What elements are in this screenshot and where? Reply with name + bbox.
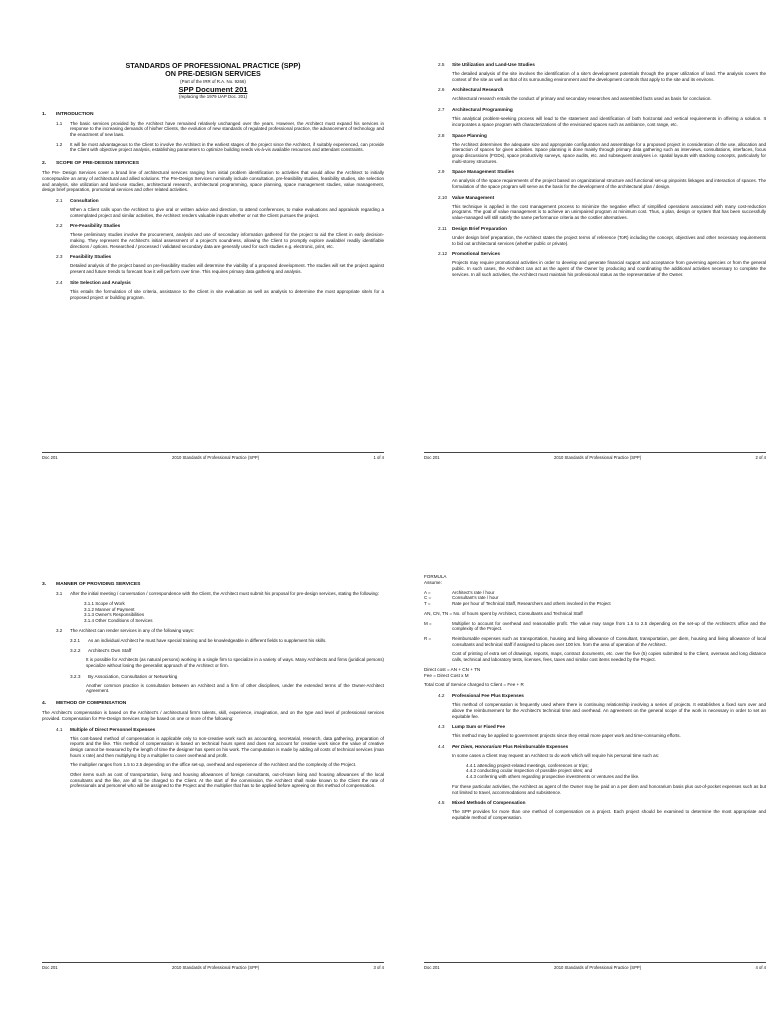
footer-doc: Doc 201	[424, 965, 440, 970]
definition-row: T = Rate per hour of Technical Staff, Researchers and others involved in the Project	[424, 601, 611, 606]
definition-row: A = Architect's rate / hour	[424, 589, 495, 595]
document-page-2	[424, 62, 766, 460]
paragraph: These preliminary studies involve the procurement, analysis and use of secondary information gathered for the project to aid the Client in early decision-making. They represent the Architect's initial assessment of a project's soundness, allowing the Client to promptly explore available/ readily identifiable directions / options. Researched / processed / validated secondary data are generally used for such studies e.g. electronic, print, etc.	[70, 232, 384, 249]
list-item: 4.4.1 attending project-related meetings, conferences or trips;	[466, 762, 589, 768]
subsection-heading: 4.2 Professional Fee Plus Expenses	[438, 693, 524, 699]
paragraph: Under design brief preparation, the Architect states the project terms of reference (ToR) including the concept, objectives and other necessary requirements to bid out architectural services (whether public or private).	[452, 234, 766, 246]
formula-line: Fee = Direct Cost x M	[424, 672, 469, 678]
paragraph: The Architect's compensation is based on the Architect's / architectural firm's talents, skill, experience, imagination, and on the type and level of professional services provided. Compensation for Pre-Design Services may be based on one or more of the following:	[42, 710, 384, 721]
paragraph: 3.2 The Architect can render services in any of the following ways:	[56, 627, 195, 633]
assume-label: Assume:	[424, 579, 442, 585]
formula-line: Total Cost of Service charged to Client = Fee + R	[424, 682, 524, 688]
subsection-heading: 2.10 Value Management	[438, 194, 495, 200]
paragraph: This entails the formulation of site criteria, assistance to the Client in site evaluation as well as analysis to determine the most appropriate site/s for a proposed project or building program.	[70, 288, 384, 300]
paragraph: The Pre- Design Services cover a broad line of architectural services ranging from initial problem identification to activities that would allow the Architect to initially conceptualize an array of architectural and allied solutions. The Pre-Design Services nominally include consultation, pre-feasibility studies, feasibility studies, site selection and analysis, site utilization and land-use studies, architectural research, architectural programming, space planning, space management studies, value management, design brief preparation, promotional services and other related activities.	[42, 170, 384, 193]
paragraph: This technique is applied in the cost management process to minimize the negative effect of simplified operations associated with many cost-reduction programs. The goal of value management is to achieve an unimpaired program at minimum cost. Thus, a plan, design or system that has been successfully value-managed will still satisfy the same performance criteria as the costlier alternatives.	[452, 203, 766, 221]
subsection-heading: 2.12 Promotional Services	[438, 251, 500, 257]
paragraph: When a Client calls upon the Architect to give oral or written advice and direction, to attend conferences, to make evaluations and appraisals regarding a contemplated project and similar activities, the Architect renders valuable inputs whether or not the Client pursues the project.	[70, 206, 384, 218]
paragraph: This cost-based method of compensation is applicable only to non-creative work such as accounting, secretarial, research, data gathering, preparation of reports and the like. This method of compensation is based on technical hours spent and does not account for creative work since the value of creative design cannot be measured by the length of time the designer has spent on his work. The computation is made by adding all costs of technical services (man hours x rate) and then multiplying it by a multiplier to cover overhead and profit.	[70, 735, 384, 758]
paragraph: The multiplier ranges from 1.5 to 2.5 depending on the office set-up, overhead and experience of the Architect and the complexity of the Project.	[70, 762, 357, 768]
subsection-heading: 4.5 Mixed Methods of Compensation	[438, 800, 526, 806]
document-page-1	[42, 62, 384, 460]
definition-row: R = Reimbursable expenses such as transportation, housing and living allowance of Consultant, transportation, per diem, housing and living allowance of local consultants and technical staff if assigned to places over 100 km. from the area of operation of the Architect.	[424, 635, 766, 647]
page-footer	[42, 962, 384, 970]
paragraph: 1.1 The basic services provided by the Architect have remained relatively unchanged over the years. However, the Architect must expand his services in response to the increasing demands of his/her Clients, the evolution of new standards of regulated professional practice, the advancement of technology and the enactment of new laws.	[56, 120, 384, 138]
subsection-heading: 2.6 Architectural Research	[438, 87, 504, 93]
subsection-heading: 2.7 Architectural Programming	[438, 107, 513, 113]
paragraph: Projects may require promotional activities in order to develop and generate financial support and acceptance from governing agencies or from the general public. In such cases, the Architect can act as the agent of the Owner by producing and coordinating the additional activities necessary to complete the services. In all such activities, the Architect must maintain his professional status as the representative of the Owner.	[452, 260, 766, 277]
footer-doc: Doc 201	[42, 965, 58, 970]
paragraph: Another common practice is consultation between an Architect and a firm of other disciplines, under the extended terms of the Owner-Architect Agreement.	[86, 682, 384, 694]
section-heading: 4. METHOD OF COMPENSATION	[42, 701, 127, 707]
subsection-heading: 3.2.3 By Association, Consultation or Networking	[70, 673, 178, 679]
paragraph: This method of compensation is frequently used where there is continuing relationship involving a series of projects. It establishes a fixed sum over and above the reimbursement for the Architect's technical time and overhead. An agreement on the general scope of the work is necessary in order to set an equitable fee.	[452, 702, 766, 719]
subsection-heading: 4.3 Lump Sum or Fixed Fee	[438, 724, 506, 730]
subsection-heading: 2.5 Site Utilization and Land-Use Studies	[438, 62, 535, 67]
doc-subtitle-1: (Part of the IRR of R.A. No. 9266)	[180, 78, 246, 84]
list-item: 3.1.2 Manner of Payment	[84, 606, 135, 612]
page-footer	[424, 962, 766, 970]
subsection-heading: 3.2.2 Architect's Own Staff	[70, 648, 132, 654]
footer-doc: Doc 201	[42, 455, 58, 460]
footer-title: 2010 Standards of Professional Practice (SPP)	[172, 455, 260, 460]
paragraph: The SPP provides for more than one method of compensation on a project. Each project should be examined to determine the most appropriate and equitable method of compensation.	[452, 809, 766, 821]
subsection-heading: 2.9 Space Management Studies	[438, 169, 514, 175]
doc-title-line1: STANDARDS OF PROFESSIONAL PRACTICE (SPP)	[125, 61, 301, 70]
formula-heading: FORMULA	[424, 574, 447, 579]
paragraph: The detailed analysis of the site involves the identification of a site's development potentials through the proper utilization of land. The analysis covers the context of the site as well as that of its surrounding environment and the development controls that apply to the site and its environs.	[452, 71, 766, 82]
page-footer	[42, 452, 384, 460]
paragraph: Detailed analysis of the project based on pre-feasibility studies will determine the viability of a proposed development. The studies will set the project against present and future trends to forecast how it will perform over time. This requires primary data gathering and analysis.	[70, 263, 384, 275]
subsection-heading: 2.1 Consultation	[56, 197, 99, 203]
paragraph: 1.2 It will be most advantageous to the Client to involve the Architect in the earliest stages of the project since the Architect, if suitably experienced, can provide the Client with objective project analysis, establishing parameters to optimize building needs vis-à-vis available resources and attendant constraints.	[56, 141, 384, 153]
list-item: 3.1.1 Scope of Work	[84, 600, 125, 606]
paragraph: In some cases a Client may request an Architect to do work which will require his personal time such as:	[452, 752, 660, 758]
paragraph: This method may be applied to government projects since they entail more paper work and time-consuming efforts.	[452, 733, 681, 739]
subsection-heading: 2.3 Feasibility Studies	[56, 254, 112, 260]
footer-page-number: 4 of 4	[755, 965, 766, 970]
subsection-heading: 2.2 Pre-Feasibility Studies	[56, 223, 121, 229]
definition-row: M = Multiplier to account for overhead and reasonable profit. The value may range from 1.5 to 2.5 depending on the set-up of the Architect's office and the complexity of the Project.	[424, 620, 766, 632]
section-heading: 1. INTRODUCTION	[42, 111, 94, 117]
footer-page-number: 2 of 4	[755, 455, 766, 460]
footer-page-number: 1 of 4	[373, 455, 384, 460]
paragraph: For these particular activities, the Architect as agent of the Owner may be paid on a per diem and honorarium basis plus out-of-pocket expenses such as but not limited to travel, accommodations and subsistence.	[452, 784, 766, 795]
footer-doc: Doc 201	[424, 455, 440, 460]
paragraph: This analytical problem-seeking process will lead to the statement and identification of both horizontal and vertical requirements in offering a solution. It incorporates a space program with characterizations of the envisioned spaces such as ambiance, cost range, etc.	[452, 116, 766, 127]
list-item: 4.4.3 conferring with others regarding prospective investments or ventures and the like.	[466, 774, 640, 780]
paragraph: Other items such as cost of transportation, living and housing allowances of foreign consultants, out-of-town living and housing allowances of the local consultants and the like, are all to be charged to the Client. At the start of the commission, the Architect shall make known to the Client the rate of professionals and personnel who will be assigned to the Project and the multiplier that has to be applied before agreeing on this method of compensation.	[70, 772, 384, 789]
subsection-heading: 2.8 Space Planning	[438, 132, 487, 138]
doc-subtitle-2: (replacing the 1979 UAP Doc. 201)	[178, 94, 247, 100]
footer-title: 2010 Standards of Professional Practice (SPP)	[172, 965, 260, 970]
paragraph: 3.2.1 As an individual Architect he must have special training and be knowledgeable in different fields to supplement his skills.	[70, 637, 327, 643]
definition-row: Cost of printing of extra set of drawings, reports, maps, contract documents, etc. over the five (5) copies submitted to the Client, overseas and long distance calls, technical and laboratory tests, licenses, fees, taxes and similar cost items needed by the Project.	[452, 651, 766, 663]
paragraph: It is possible for Architects (as natural persons) working in a single firm to specialize in a variety of ways. Many Architects and firms (juridical persons) specialize without losing the generalist approach of the Architect or firm.	[86, 657, 384, 668]
footer-title: 2010 Standards of Professional Practice (SPP)	[554, 455, 642, 460]
doc-title-line2: ON PRE-DESIGN SERVICES	[165, 69, 261, 79]
paragraph: 3.1 After the initial meeting / conversation / correspondence with the Client, the Architect must submit his proposal for pre-design services, stating the following:	[56, 591, 379, 596]
list	[42, 601, 384, 624]
list-item: 3.1.3 Owner's Responsibilities	[84, 612, 145, 618]
subsection-heading: 4.1 Multiple of Direct Personnel Expenses	[56, 726, 156, 732]
list-item: 4.4.2 conducting ocular inspection of possible project sites; and	[466, 768, 593, 774]
footer-title: 2010 Standards of Professional Practice (SPP)	[554, 965, 642, 970]
subsection-heading: 2.4 Site Selection and Analysis	[56, 279, 131, 285]
paragraph: Architectural research entails the conduct of primary and secondary researches and assembled facts used as basis for conclusion.	[452, 96, 712, 102]
definition-row: C = Consultant's rate / hour	[424, 595, 499, 601]
paragraph: The Architect determines the adequate size and appropriate configuration and assemblage for a proposed project in consideration of the use, allocation and interaction of spaces for given activities. Space planning is done mainly through primary data gathering such as interviews, consultations, interfaces, focus group discussions (FGDs), space productivity surveys, space audits, etc. and subsequent analyses i.e. spatial layouts with stacking concepts, particularly for multi-storey structures.	[452, 141, 766, 164]
subsection-heading: 2.11 Design Brief Preparation	[438, 225, 507, 231]
section-heading: 2. SCOPE OF PRE-DESIGN SERVICES	[42, 161, 140, 167]
doc-number: SPP Document 201	[178, 85, 248, 95]
paragraph: An analysis of the space requirements of the project based on organizational structure and functional set-up pinpoints linkages and interaction of spaces. The formulation of the space program will serve as the basis for the development of the architectural plan / design.	[452, 178, 766, 190]
list-item: 3.1.4 Other Conditions of Services	[84, 618, 153, 624]
list	[424, 763, 766, 780]
page-footer	[424, 452, 766, 460]
document-page-4	[424, 574, 766, 970]
document-page-3	[42, 574, 384, 970]
subsection-heading: 4.4 Per Diem, Honorarium Plus Reimbursable Expenses	[438, 743, 569, 749]
footer-page-number: 3 of 4	[373, 965, 384, 970]
definition-row: AN, CN, TN = No. of hours spent by Architect, Consultants and Technical Staff	[424, 610, 583, 616]
section-heading: 3. MANNER OF PROVIDING SERVICES	[42, 582, 141, 587]
formula-line: Direct cost = AN + CN + TN	[424, 666, 481, 672]
